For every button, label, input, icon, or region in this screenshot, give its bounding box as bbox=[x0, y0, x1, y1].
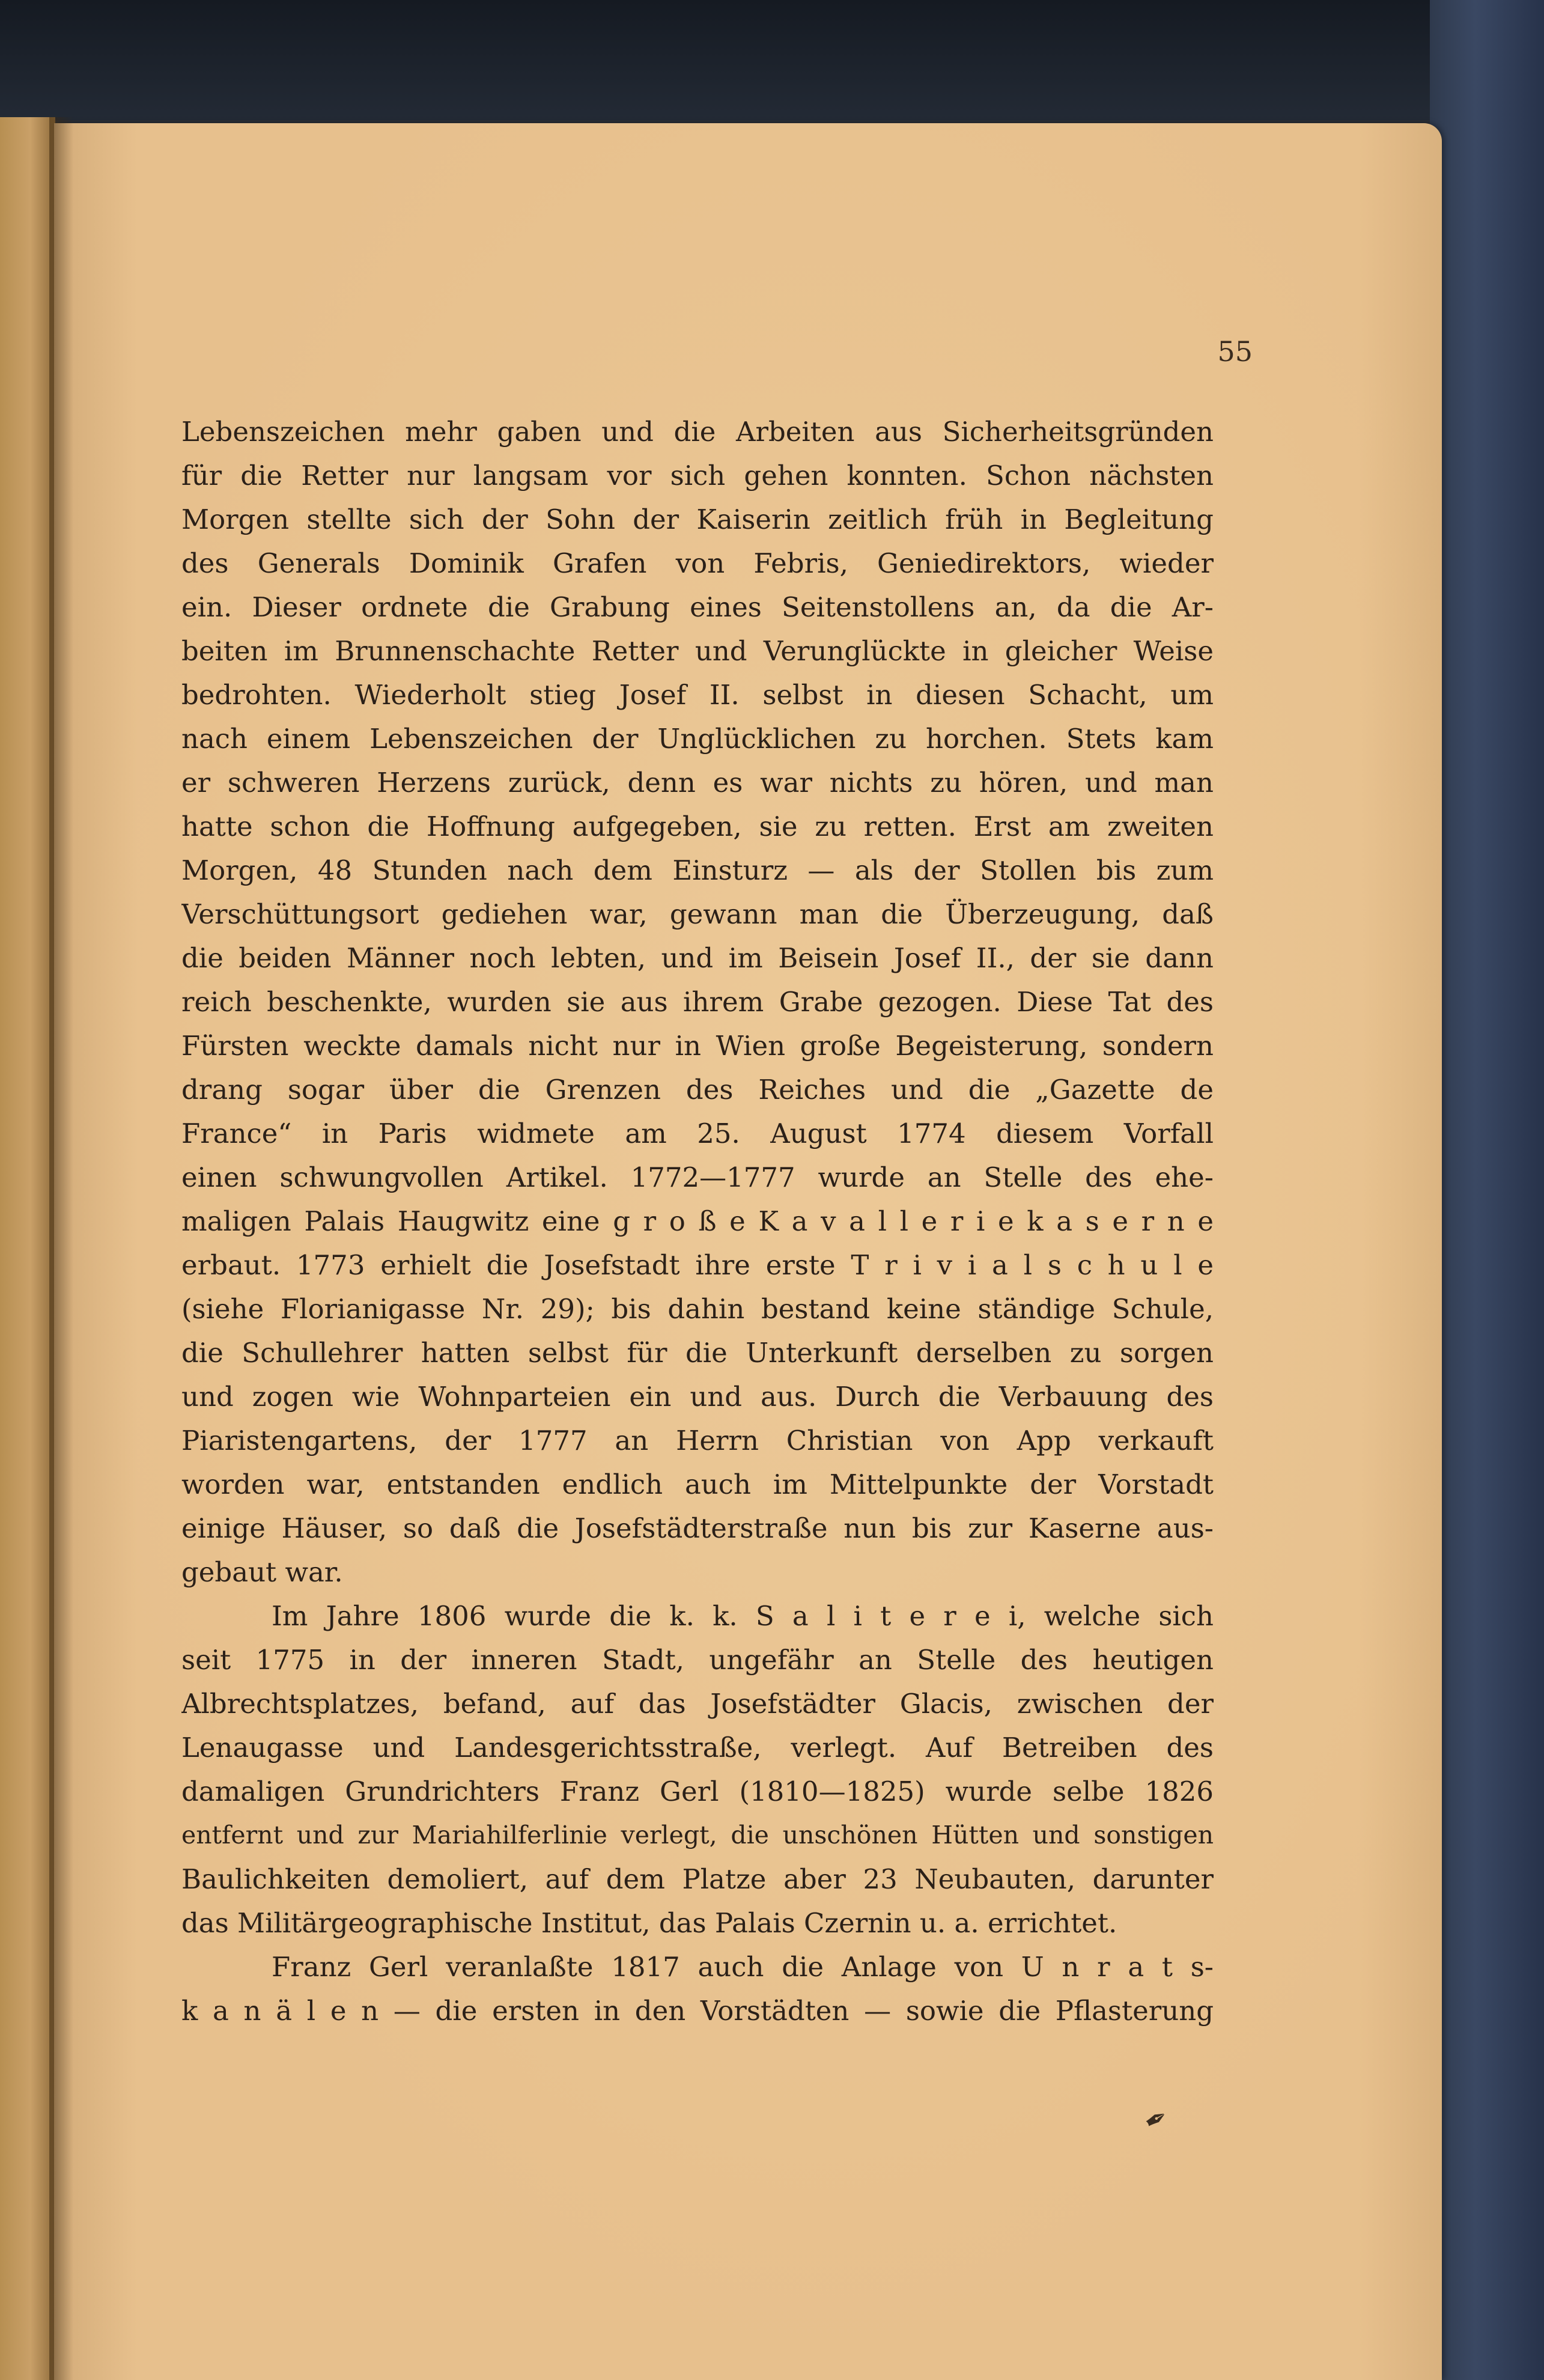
page-number: 55 bbox=[1217, 335, 1253, 368]
pencil-mark: ✒ bbox=[1138, 2099, 1175, 2140]
text-line: nach einem Lebenszeichen der Unglücklichen zu horchen. Stets kam bbox=[181, 723, 1214, 755]
text-line: für die Retter nur langsam vor sich gehen konnten. Schon nächsten bbox=[181, 460, 1214, 492]
text-line: Fürsten weckte damals nicht nur in Wien große Begeisterung, sondern bbox=[181, 1030, 1214, 1062]
text-line: gebaut war. bbox=[181, 1556, 343, 1588]
text-line: worden war, entstanden endlich auch im Mittelpunkte der Vorstadt bbox=[181, 1468, 1214, 1500]
text-line: seit 1775 in der inneren Stadt, ungefähr an Stelle des heutigen bbox=[181, 1644, 1214, 1676]
book-cover-edge bbox=[1430, 0, 1544, 2380]
text-line: entfernt und zur Mariahilferlinie verlegt, die unschönen Hütten und sonstigen bbox=[181, 1821, 1214, 1849]
text-line: die beiden Männer noch lebten, und im Beisein Josef II., der sie dann bbox=[181, 942, 1214, 974]
background-top bbox=[0, 0, 1430, 120]
text-line: die Schullehrer hatten selbst für die Unterkunft derselben zu sorgen bbox=[181, 1337, 1214, 1369]
text-line: erbaut. 1773 erhielt die Josefstadt ihre erste T r i v i a l s c h u l e bbox=[181, 1249, 1214, 1281]
text-line: Morgen, 48 Stunden nach dem Einsturz — als der Stollen bis zum bbox=[181, 854, 1214, 886]
text-line: (siehe Florianigasse Nr. 29); bis dahin bestand keine ständige Schule, bbox=[181, 1293, 1214, 1325]
text-line: einige Häuser, so daß die Josefstädterstraße nun bis zur Kaserne aus- bbox=[181, 1512, 1214, 1544]
gutter-shadow bbox=[49, 117, 73, 2380]
text-line: maligen Palais Haugwitz eine g r o ß e K a v a l l e r i e k a s e r n e bbox=[181, 1205, 1214, 1237]
text-line: ein. Dieser ordnete die Grabung eines Seitenstollens an, da die Ar- bbox=[181, 591, 1214, 623]
text-line: Franz Gerl veranlaßte 1817 auch die Anlage von U n r a t s- bbox=[272, 1951, 1214, 1983]
left-page-edge bbox=[0, 117, 55, 2380]
text-line: Im Jahre 1806 wurde die k. k. S a l i t e r e i, welche sich bbox=[272, 1600, 1214, 1632]
text-line: einen schwungvollen Artikel. 1772—1777 wurde an Stelle des ehe- bbox=[181, 1161, 1214, 1193]
text-line: damaligen Grundrichters Franz Gerl (1810—1825) wurde selbe 1826 bbox=[181, 1776, 1214, 1807]
text-line: Morgen stellte sich der Sohn der Kaiserin zeitlich früh in Begleitung bbox=[181, 504, 1214, 535]
text-line: hatte schon die Hoffnung aufgegeben, sie zu retten. Erst am zweiten bbox=[181, 811, 1214, 842]
text-line: k a n ä l e n — die ersten in den Vorstädten — sowie die Pflasterung bbox=[181, 1995, 1214, 2027]
text-line: des Generals Dominik Grafen von Febris, Geniedirektors, wieder bbox=[181, 547, 1214, 579]
text-line: drang sogar über die Grenzen des Reiches und die „Gazette de bbox=[181, 1074, 1214, 1106]
text-line: reich beschenkte, wurden sie aus ihrem Grabe gezogen. Diese Tat des bbox=[181, 986, 1214, 1018]
text-line: beiten im Brunnenschachte Retter und Verunglückte in gleicher Weise bbox=[181, 635, 1214, 667]
text-line: und zogen wie Wohnparteien ein und aus. Durch die Verbauung des bbox=[181, 1381, 1214, 1413]
text-line: das Militärgeographische Institut, das Palais Czernin u. a. errichtet. bbox=[181, 1907, 1117, 1939]
text-line: Piaristengartens, der 1777 an Herrn Christian von App verkauft bbox=[181, 1425, 1214, 1456]
text-line: Lenaugasse und Landesgerichtsstraße, verlegt. Auf Betreiben des bbox=[181, 1732, 1214, 1764]
text-line: er schweren Herzens zurück, denn es war nichts zu hören, und man bbox=[181, 767, 1214, 799]
text-line: bedrohten. Wiederholt stieg Josef II. selbst in diesen Schacht, um bbox=[181, 679, 1214, 711]
text-line: France“ in Paris widmete am 25. August 1774 diesem Vorfall bbox=[181, 1118, 1214, 1149]
text-line: Verschüttungsort gediehen war, gewann man die Überzeugung, daß bbox=[181, 898, 1214, 930]
text-line: Baulichkeiten demoliert, auf dem Platze aber 23 Neubauten, darunter bbox=[181, 1863, 1214, 1895]
body-text bbox=[181, 410, 1214, 2033]
text-line: Lebenszeichen mehr gaben und die Arbeiten aus Sicherheitsgründen bbox=[181, 416, 1214, 448]
text-line: Albrechtsplatzes, befand, auf das Josefstädter Glacis, zwischen der bbox=[181, 1688, 1214, 1720]
